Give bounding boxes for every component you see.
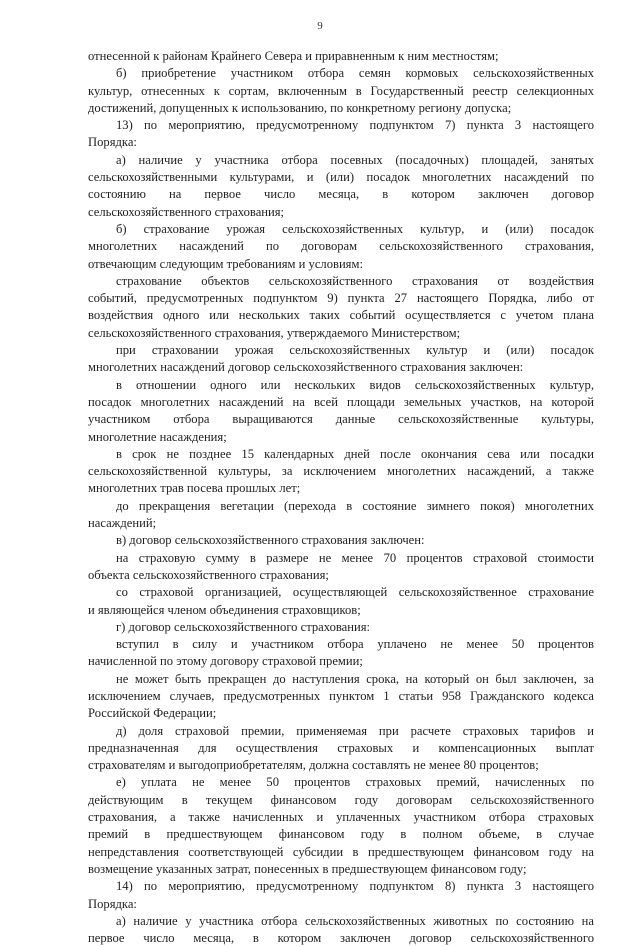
text-line: и являющейся членом объединения страховщиков; xyxy=(88,602,361,617)
text-line: возмещение указанных затрат, понесенных в предшествующем финансовом году; xyxy=(88,861,527,876)
text-line: предназначенная для осуществления страховых и компенсационных выплат xyxy=(88,740,594,755)
text-line: до прекращения вегетации (перехода в состояние зимнего покоя) многолетних xyxy=(116,498,594,513)
text-line: многолетние насаждения; xyxy=(88,429,227,444)
text-line: в) договор сельскохозяйственного страхования заключен: xyxy=(116,533,425,548)
text-line: достижений, допущенных к использованию, по конкретному региону допуска; xyxy=(88,100,512,115)
text-line: страхование объектов сельскохозяйственного страхования от воздействия xyxy=(116,273,594,288)
text-line: посадок многолетних насаждений на всей площади земельных участков, на которой xyxy=(88,394,594,409)
text-line: многолетних насаждений договор сельскохозяйственного страхования заключен: xyxy=(88,360,524,375)
text-line: участником отбора выращиваются данные сельскохозяйственные культуры, xyxy=(88,412,594,427)
text-line: а) наличие у участника отбора сельскохозяйственных животных по состоянию на xyxy=(116,913,594,928)
text-line: страхования, а также начисленных и уплаченных участником отбора страховых xyxy=(88,810,594,825)
text-line: 14) по мероприятию, предусмотренному подпунктом 8) пункта 3 настоящего xyxy=(116,879,594,894)
text-line: непредставления соответствующей субсидии в предшествующем финансовом году на xyxy=(88,844,594,859)
text-line: исключением случаев, предусмотренных пунктом 1 статьи 958 Гражданского кодекса xyxy=(88,688,594,703)
text-line: насаждений; xyxy=(88,516,157,531)
text-line: страхователям и выгодоприобретателям, должна составлять не менее 80 процентов; xyxy=(88,758,539,773)
text-line: многолетних насаждений по договорам сельскохозяйственного страхования, xyxy=(88,239,594,254)
text-line: а) наличие у участника отбора посевных (посадочных) площадей, занятых xyxy=(116,152,594,167)
text-line: Порядка: xyxy=(88,896,137,911)
text-line: со страховой организацией, осуществляющей сельскохозяйственное страхование xyxy=(116,585,594,600)
text-line: начисленной по этому договору страховой премии; xyxy=(88,654,363,669)
text-line: действующим в текущем финансовом году договорам сельскохозяйственного xyxy=(88,792,594,807)
text-line: первое число месяца, в котором заключен договор сельскохозяйственного xyxy=(88,931,594,946)
text-line: объекта сельскохозяйственного страхования; xyxy=(88,567,329,582)
text-line: премий в предшествующем финансовом году в полном объеме, в случае xyxy=(88,827,594,842)
text-line: на страховую сумму в размере не менее 70 процентов страховой стоимости xyxy=(116,550,594,565)
text-line: состоянию на первое число месяца, в котором заключен договор xyxy=(88,187,594,202)
text-line: г) договор сельскохозяйственного страхования: xyxy=(116,619,371,634)
text-line: не может быть прекращен до наступления срока, на который он был заключен, за xyxy=(116,671,594,686)
text-line: отнесенной к районам Крайнего Севера и приравненным к ним местностям; xyxy=(88,49,499,63)
text-line: Порядка: xyxy=(88,135,137,150)
text-line: вступил в силу и участником отбора уплачено не менее 50 процентов xyxy=(116,637,594,652)
text-line: отвечающим следующим требованиям и условиям: xyxy=(88,256,363,271)
text-line: е) уплата не менее 50 процентов страховых премий, начисленных по xyxy=(116,775,594,790)
text-line: сельскохозяйственного страхования, утверждаемого Министерством; xyxy=(88,325,461,340)
text-line: сельскохозяйственного страхования; xyxy=(88,204,285,219)
text-line: сельскохозяйственными культурами, и (или) посадок многолетних насаждений по xyxy=(88,170,594,185)
text-line: воздействия одного или нескольких таких событий осуществляется с учетом плана xyxy=(88,308,594,323)
text-line: 13) по мероприятию, предусмотренному подпунктом 7) пункта 3 настоящего xyxy=(116,118,594,133)
text-line: Российской Федерации; xyxy=(88,706,217,721)
text-line: при страховании урожая сельскохозяйственных культур и (или) посадок xyxy=(116,343,594,358)
text-line: сельскохозяйственной культуры, за исключением многолетних насаждений, а также xyxy=(88,464,594,479)
page-number: 9 xyxy=(317,20,323,32)
text-line: в срок не позднее 15 календарных дней после окончания сева или посадки xyxy=(116,446,594,461)
text-line: б) приобретение участником отбора семян кормовых сельскохозяйственных xyxy=(116,66,594,81)
text-line: б) страхование урожая сельскохозяйственных культур, и (или) посадок xyxy=(116,221,594,236)
document-body xyxy=(88,48,594,947)
text-line: в отношении одного или нескольких видов сельскохозяйственных культур, xyxy=(116,377,594,392)
text-line: многолетних трав посева прошлых лет; xyxy=(88,481,301,496)
text-line: культур, отнесенных к сортам, включенным в Государственный реестр селекционных xyxy=(88,83,594,98)
text-line: событий, предусмотренных подпунктом 9) пункта 27 настоящего Порядка, либо от xyxy=(88,291,594,306)
text-line: д) доля страховой премии, применяемая при расчете страховых тарифов и xyxy=(116,723,594,738)
